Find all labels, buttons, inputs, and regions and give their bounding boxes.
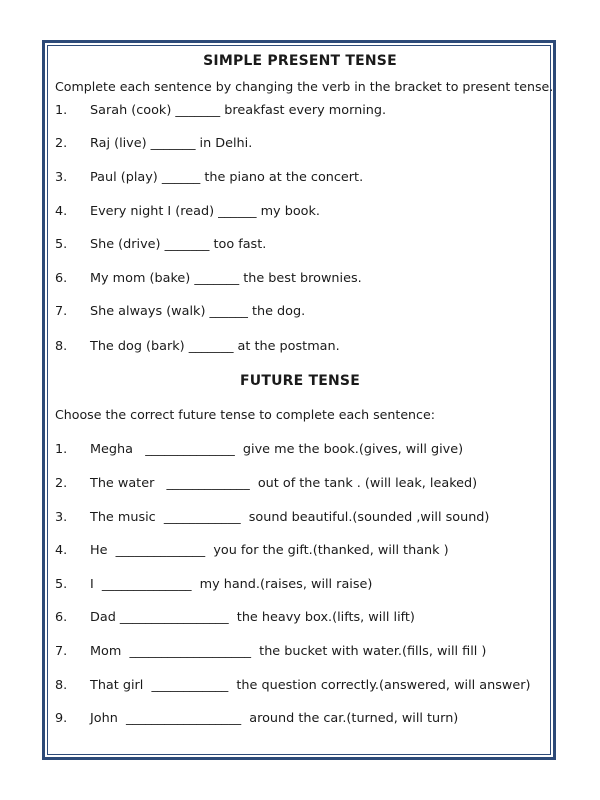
item-number: 9. bbox=[55, 711, 68, 726]
item-number: 1. bbox=[55, 103, 68, 118]
item-text: The water _____________ out of the tank . (will leak, leaked) bbox=[90, 476, 478, 491]
present-tense-instruction: Complete each sentence by changing the verb in the bracket to present tense. bbox=[55, 79, 554, 94]
item-number: 2. bbox=[55, 476, 68, 491]
item-text: I ______________ my hand.(raises, will raise) bbox=[90, 577, 373, 592]
item-text: Dad _________________ the heavy box.(lifts, will lift) bbox=[90, 610, 415, 625]
item-number: 3. bbox=[55, 510, 68, 525]
item-number: 3. bbox=[55, 170, 68, 185]
item-number: 4. bbox=[55, 543, 68, 558]
item-number: 8. bbox=[55, 339, 68, 354]
item-number: 5. bbox=[55, 237, 68, 252]
item-number: 6. bbox=[55, 610, 68, 625]
item-number: 6. bbox=[55, 271, 68, 286]
item-text: Sarah (cook) _______ breakfast every morning. bbox=[90, 103, 387, 118]
item-text: The music ____________ sound beautiful.(sounded ,will sound) bbox=[90, 510, 490, 525]
item-number: 2. bbox=[55, 136, 68, 151]
item-number: 1. bbox=[55, 442, 68, 457]
item-text: Every night I (read) ______ my book. bbox=[90, 204, 320, 219]
item-text: John __________________ around the car.(turned, will turn) bbox=[90, 711, 459, 726]
item-number: 7. bbox=[55, 644, 68, 659]
item-text: Megha ______________ give me the book.(gives, will give) bbox=[90, 442, 464, 457]
item-text: My mom (bake) _______ the best brownies. bbox=[90, 271, 362, 286]
item-text: The dog (bark) _______ at the postman. bbox=[90, 339, 340, 354]
item-text: He ______________ you for the gift.(thanked, will thank ) bbox=[90, 543, 449, 558]
item-text: Raj (live) _______ in Delhi. bbox=[90, 136, 253, 151]
item-text: She always (walk) ______ the dog. bbox=[90, 304, 306, 319]
future-tense-title: FUTURE TENSE bbox=[240, 373, 360, 389]
item-number: 5. bbox=[55, 577, 68, 592]
item-text: Paul (play) ______ the piano at the concert. bbox=[90, 170, 364, 185]
item-text: That girl ____________ the question correctly.(answered, will answer) bbox=[90, 678, 531, 693]
item-text: Mom ___________________ the bucket with water.(fills, will fill ) bbox=[90, 644, 487, 659]
item-number: 7. bbox=[55, 304, 68, 319]
item-text: She (drive) _______ too fast. bbox=[90, 237, 267, 252]
item-number: 4. bbox=[55, 204, 68, 219]
item-number: 8. bbox=[55, 678, 68, 693]
future-tense-instruction: Choose the correct future tense to complete each sentence: bbox=[55, 407, 435, 422]
present-tense-title: SIMPLE PRESENT TENSE bbox=[203, 53, 397, 69]
